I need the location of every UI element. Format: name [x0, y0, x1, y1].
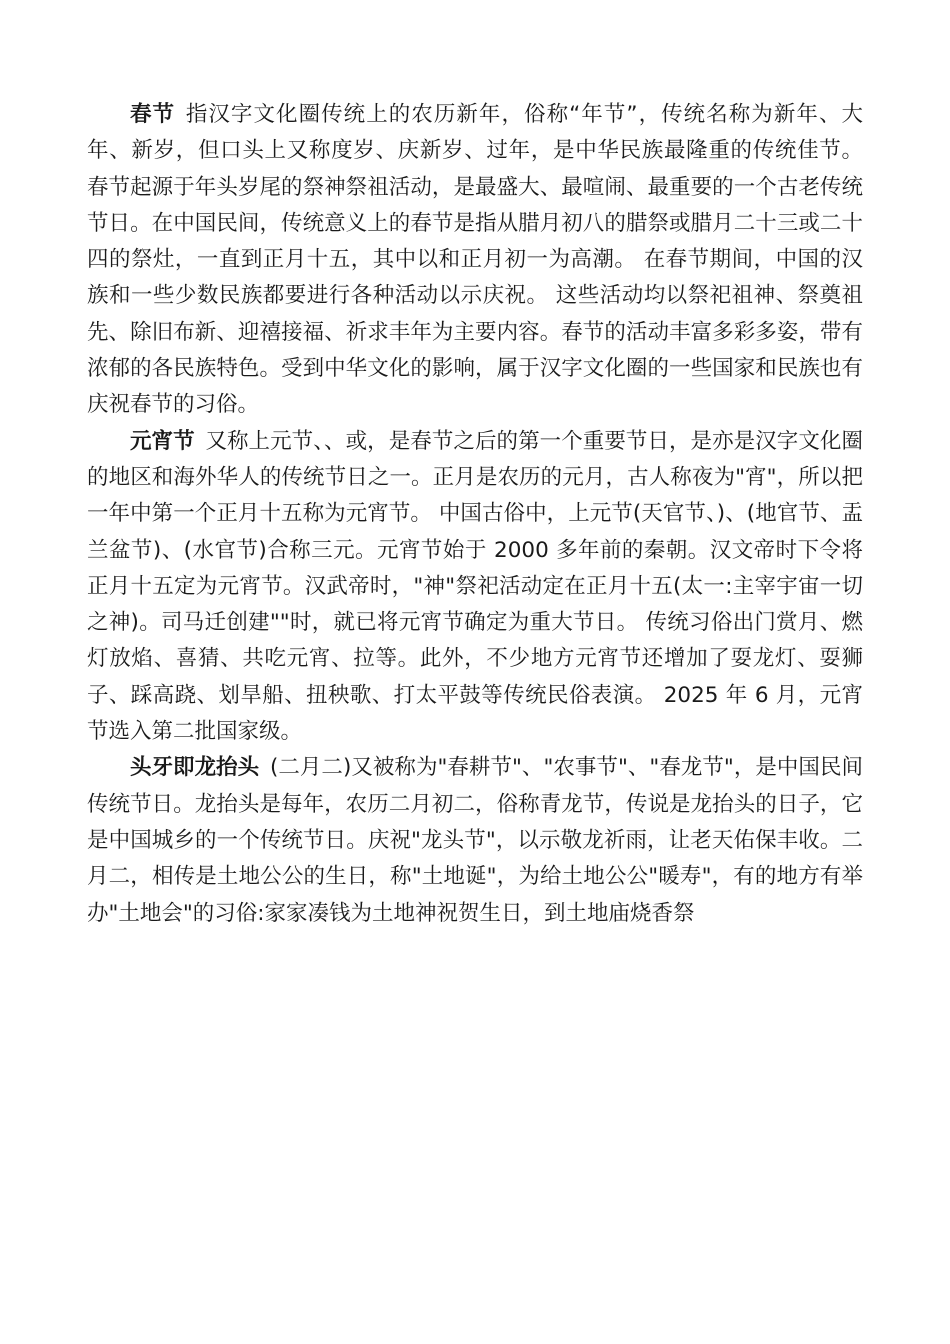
paragraph-lantern-festival: [87, 424, 863, 751]
paragraph-dragon-head-festival: [87, 750, 863, 931]
paragraph-text: (二月二)又被称为"春耕节"、"农事节"、"春龙节"，是中国民间传统节日。龙抬头是每年，农历二月初二，俗称青龙节，传说是龙抬头的日子，它是中国城乡的一个传统节日。庆祝"龙头节"，以示敬龙祈雨，让老天佑保丰收。二月二，相传是土地公公的生日，称"土地诞"，为给土地公公"暖寿"，有的地方有举办"土地会"的习俗:家家凑钱为土地神祝贺生日，到土地庙烧香祭: [87, 755, 863, 926]
term-title: 元宵节: [130, 428, 195, 454]
document-body: [87, 97, 863, 932]
term-title: 春节: [130, 102, 176, 127]
paragraph-spring-festival: [87, 97, 863, 424]
paragraph-text: 又称上元节、、或，是春节之后的第一个重要节日，是亦是汉字文化圈的地区和海外华人的传统节日之一。正月是农历的元月，古人称夜为"宵"，所以把一年中第一个正月十五称为元宵节。 中国古俗中，上元节(天官节、)、(地官节、盂兰盆节)、(水官节)合称三元。元宵节始于 2000 多年前的秦朝。汉文帝时下令将正月十五定为元宵节。汉武帝时，"神"祭祀活动定在正月十五(太一:主宰宇宙一切之神)。司马迁创建""时，就已将元宵节确定为重大节日。 传统习俗出门赏月、燃灯放焰、喜猜、共吃元宵、拉等。此外，不少地方元宵节还增加了耍龙灯、耍狮子、踩高跷、划旱船、扭秧歌、打太平鼓等传统民俗表演。 2025 年 6 月，元宵节选入第二批国家级。: [87, 428, 863, 745]
term-title: 头牙即龙抬头: [130, 755, 260, 781]
paragraph-text: 指汉字文化圈传统上的农历新年，俗称“年节”，传统名称为新年、大年、新岁，但口头上又称度岁、庆新岁、过年，是中华民族最隆重的传统佳节。 春节起源于年头岁尾的祭神祭祖活动，是最盛大、最喧闹、最重要的一个古老传统节日。在中国民间，传统意义上的春节是指从腊月初八的腊祭或腊月二十三或二十四的祭灶，一直到正月十五，其中以和正月初一为高潮。 在春节期间，中国的汉族和一些少数民族都要进行各种活动以示庆祝。 这些活动均以祭祀祖神、祭奠祖先、除旧布新、迎禧接福、祈求丰年为主要内容。春节的活动丰富多彩多姿，带有浓郁的各民族特色。受到中华文化的影响，属于汉字文化圈的一些国家和民族也有庆祝春节的习俗。: [87, 102, 863, 418]
